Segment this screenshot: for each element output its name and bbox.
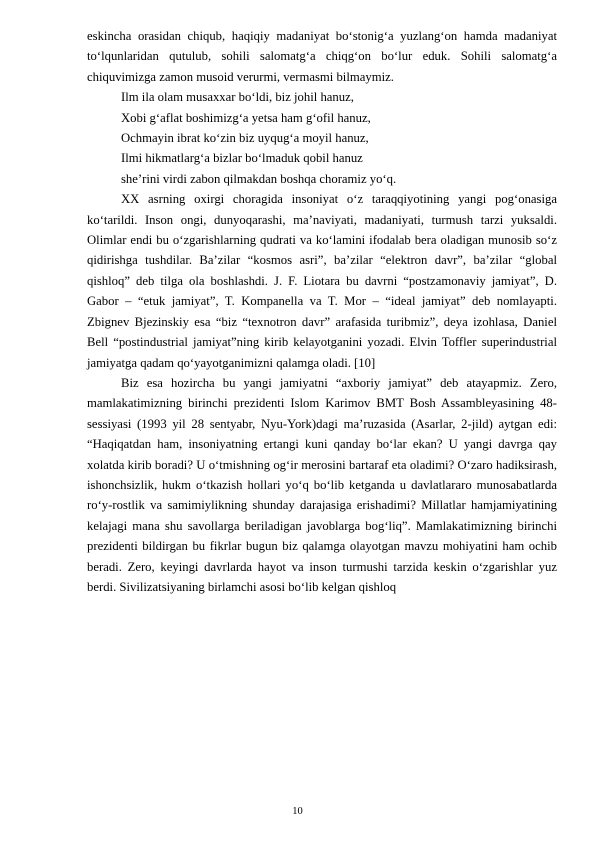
verse-line-3: Ochmayin ibrat ko‘zin biz uyqug‘a moyil hanuz, <box>121 131 369 146</box>
verse-block <box>87 87 557 189</box>
page-number: 10 <box>292 806 303 817</box>
verse-line-2: Xobi g‘aflat boshimizg‘a yetsa ham g‘ofil hanuz, <box>121 110 371 125</box>
verse-line-4: Ilmi hikmatlarg‘a bizlar bo‘lmaduk qobil hanuz <box>121 151 363 166</box>
paragraph-twentieth-century: XX asrning oxirgi choragida insoniyat o‘z taraqqiyotining yangi pog‘onasiga ko‘tarildi. Inson ongi, dunyoqarashi, ma’naviyati, madaniyati, turmush tarzi yuksaldi. Olimlar endi bu o‘zgarishlarning qudrati va ko‘lamini ifodalab bera oladigan munosib so‘z qidirishga tushdilar. Ba’zilar “kosmos asri”, ba’zilar “elektron davr”, ba’zilar “global qishloq” deb tilga ola boshlashdi. J. F. Liotara bu davrni “postzamonaviy jamiyat”, D. Gabor – “etuk jamiyat”, T. Kompanella va T. Mor – “ideal jamiyat” deb nomlayapti. Zbignev Bjezinskiy esa “biz “texnotron davr” arafasida turibmiz”, deya izohlasa, Daniel Bell “postindustrial jamiyat”ning kirib kelayotganini yozadi. Elvin Toffler superindustrial jamiyatga qadam qo‘yayotganimizni qalamga oladi. [10] <box>87 192 557 370</box>
paragraph-information-society: Biz esa hozircha bu yangi jamiyatni “axboriy jamiyat” deb atayapmiz. Zero, mamlakatimizning birinchi prezidenti Islom Karimov BMT Bosh Assambleyasining 48-sessiyasi (1993 yil 28 sentyabr, Nyu-York)dagi ma’ruzasida (Asarlar, 2-jild) aytgan edi: “Haqiqatdan ham, insoniyatning ertangi kuni qanday bo‘lar ekan? U yangi davrga qay xolatda kirib boradi? U o‘tmishning og‘ir merosini bartaraf eta oladimi? O‘zaro hadiksirash, ishonchsizlik, hukm o‘tkazish hollari yo‘q bo‘lib ketganda u davlatlararo munosabatlarda ro‘y-rostlik va samimiylikning shunday darajasiga erishadimi? Millatlar hamjamiyatining kelajagi mana shu savollarga beriladigan javoblarga bog‘liq”. Mamlakatimizning birinchi prezidenti bildirgan bu fikrlar bugun biz qalamga olayotgan mavzu mohiyatini ham ochib beradi. Zero, keyingi davrlarda hayot va inson turmushi tarzida keskin o‘zgarishlar yuz berdi. Sivilizatsiyaning birlamchi asosi bo‘lib kelgan qishloq <box>87 375 557 594</box>
verse-line-1: Ilm ila olam musaxxar bo‘ldi, biz johil hanuz, <box>121 90 354 105</box>
verse-line-5: she’rini virdi zabon qilmakdan boshqa choramiz yo‘q. <box>121 171 397 186</box>
document-page <box>87 26 557 597</box>
paragraph-continuation: eskincha orasidan chiqub, haqiqiy madaniyat bo‘stonig‘a yuzlang‘on hamda madaniyat to‘lqunlaridan qutulub, sohili salomatg‘a chiqg‘on bo‘lur eduk. Sohili salomatg‘a chiquvimizga zamon musoid verurmi, vermasmi bilmaymiz. <box>87 29 557 84</box>
